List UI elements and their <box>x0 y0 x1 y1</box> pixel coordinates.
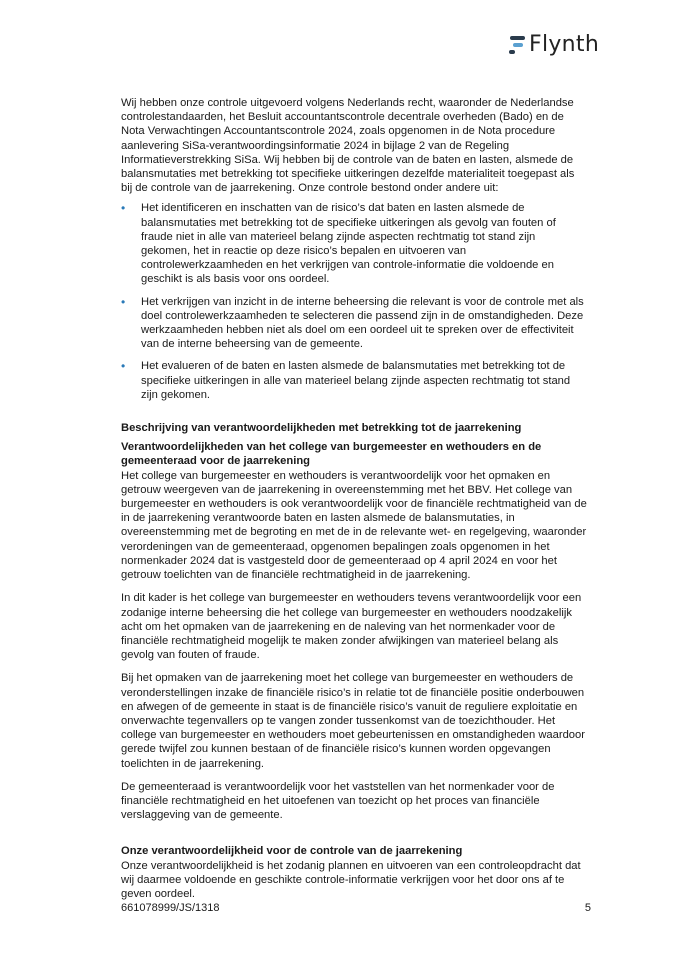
paragraph: Onze verantwoordelijkheid is het zodanig plannen en uitvoeren van een controleopdracht dat wij daarmee voldoende en geschikte controle-informatie verkrijgen voor het door ons af te geven oordeel. <box>121 859 581 900</box>
section-heading-our-responsibility: Onze verantwoordelijkheid voor de controle van de jaarrekening <box>121 845 463 858</box>
page-number: 5 <box>584 902 591 914</box>
list-item <box>121 359 587 402</box>
list-item-text: Het evalueren of de baten en lasten alsmede de balansmutaties met betrekking tot de specifieke uitkeringen in alle van materieel belang zijnde aspecten rechtmatig tot stand zijn gekomen. <box>141 360 571 401</box>
page-footer <box>121 902 591 914</box>
flynth-logo-mark-icon <box>508 35 526 55</box>
list-item-text: Het verkrijgen van inzicht in de interne beheersing die relevant is voor de controle met als doel controlewerkzaamheden te selecteren die passend zijn in de omstandigheden. Deze werkzaamheden hebben niet als doel om een oordeel uit te spreken over de effectiviteit van de interne beheersing van de gemeente. <box>141 295 584 351</box>
procedures-list <box>121 201 587 402</box>
list-item <box>121 201 587 286</box>
paragraph: Bij het opmaken van de jaarrekening moet het college van burgemeester en wethouders de veronderstellingen inzake de financiële risico’s in relatie tot de financiële positie onderbouwen en afwegen of de gemeente in staat is de financiële risico’s vanuit de reguliere exploitatie en onverwachte tegenvallers op te vangen zonder tussenkomst van de toezichthouder. Het college van burgemeester en wethouders moet gebeurtenissen en omstandigheden waardoor gerede twijfel zou kunnen bestaan of de financiële risico’s kunnen worden opgevangen toelichten in de jaarrekening. <box>121 672 585 770</box>
paragraph: De gemeenteraad is verantwoordelijk voor het vaststellen van het normenkader voor de financiële rechtmatigheid en het uitoefenen van toezicht op het proces van financiële verslaggeving van de gemeente. <box>121 780 555 822</box>
subsection-heading-college: Verantwoordelijkheden van het college van burgemeester en wethouders en de gemeenteraad voor de jaarrekening <box>121 441 542 468</box>
bullet-icon: • <box>121 294 126 309</box>
flynth-logo <box>508 34 599 56</box>
paragraph: In dit kader is het college van burgemeester en wethouders tevens verantwoordelijk voor een zodanige interne beheersing die het college van burgemeester en wethouders noodzakelijk acht om het opmaken van de jaarrekening en de naleving van het normenkader voor de financiële rechtmatigheid mogelijk te maken zonder afwijkingen van materieel belang als gevolg van fouten of fraude. <box>121 592 582 662</box>
document-reference: 661078999/JS/1318 <box>121 902 220 914</box>
bullet-icon: • <box>121 359 126 374</box>
list-item <box>121 295 587 352</box>
section-heading-responsibilities: Beschrijving van verantwoordelijkheden met betrekking tot de jaarrekening <box>121 422 522 435</box>
bullet-icon: • <box>121 201 126 216</box>
paragraph: Het college van burgemeester en wethouders is verantwoordelijk voor het opmaken en getrouw weergeven van de jaarrekening in overeenstemming met het BBV. Het college van burgemeester en wethouders is ook verantwoordelijk voor de financiële rechtmatigheid van de in de jaarrekening verantwoorde baten en lasten alsmede de balansmutaties, in overeenstemming met de begroting en met de in de relevante wet- en regelgeving, waaronder verordeningen van de gemeenteraad, opgenomen bepalingen zoals opgenomen in het normenkader 2024 dat is vastgesteld door de gemeenteraad op 4 april 2024 en voor het getrouw toelichten van de financiële rechtmatigheid in de jaarrekening. <box>121 469 587 582</box>
intro-paragraph: Wij hebben onze controle uitgevoerd volgens Nederlands recht, waaronder de Nederlandse controlestandaarden, het Besluit accountantscontrole decentrale overheden (Bado) en de Nota Verwachtingen Accountantscontrole 2024, zoals opgenomen in de Nota procedure aanlevering SiSa-verantwoordingsinformatie 2024 in bijlage 2 van de Regeling Informatieverstrekking SiSa. Wij hebben bij de controle van de baten en lasten, alsmede de balansmutaties met betrekking tot specifieke uitkeringen dezelfde materialiteit toegepast als bij de controle van de jaarrekening. Onze controle bestond onder andere uit: <box>121 97 575 195</box>
logo-wordmark: Flynth <box>529 32 600 57</box>
list-item-text: Het identificeren en inschatten van de risico’s dat baten en lasten alsmede de balansmutaties met betrekking tot de specifieke uitkeringen als gevolg van fouten of fraude niet in alle van materieel belang zijnde aspecten rechtmatig tot stand zijn gekomen, het in reactie op deze risico’s bepalen en uitvoeren van controlewerkzaamheden en het verkrijgen van controle-informatie die voldoende en geschikt is als basis voor ons oordeel. <box>141 202 556 286</box>
document-body <box>121 96 587 901</box>
